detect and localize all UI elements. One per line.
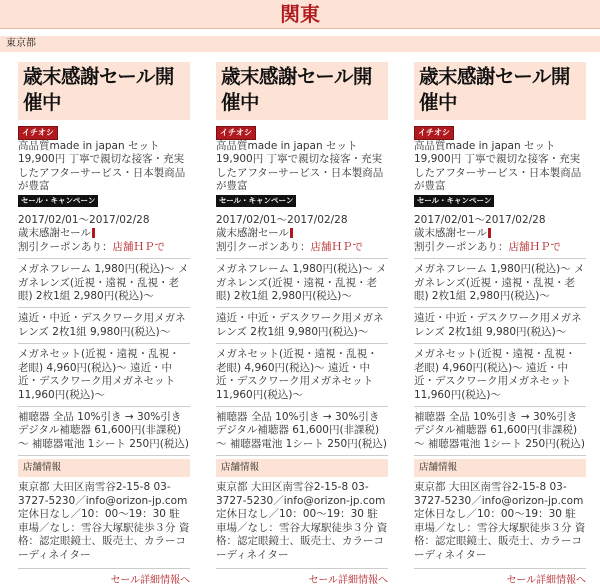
store-info-body: 東京都 大田区南雪谷2-15-8 03-3727-5230／info@orizon-jp.com 定休日なし／10：00～19：30 駐車場／なし：雪谷大塚駅徒歩３分 資格：認定眼鏡士、販売士、カラーコーディネイター (18, 477, 190, 569)
coupon-value: 店舗ＨＰで (112, 240, 165, 253)
sale-period: 2017/02/01～2017/02/28 (414, 213, 546, 226)
sale-card (18, 62, 190, 588)
store-info-body: 東京都 大田区南雪谷2-15-8 03-3727-5230／info@orizon-jp.com 定休日なし／10：00～19：30 駐車場／なし：雪谷大塚駅徒歩３分 資格：認定眼鏡士、販売士、カラーコーディネイター (216, 477, 388, 569)
sale-name: 歳末感謝セール (414, 227, 487, 240)
coupon-line (18, 241, 190, 254)
price-block-hearing-aids: 補聴器 全品 10%引き → 30%引き デジタル補聴器 61,600円(非課税)～ 補聴器電池 1シート 250円(税込) (216, 407, 388, 456)
sale-campaign-badge: セール・キャンペーン (216, 195, 296, 207)
sale-period: 2017/02/01～2017/02/28 (18, 213, 150, 226)
price-block-frames: メガネフレーム 1,980円(税込)～ メガネレンズ(近視・遠視・乱視・老眼) 2枚1組 2,980円(税込)～ (414, 259, 586, 308)
coupon-line (216, 241, 388, 254)
store-info-header: 店舗情報 (216, 459, 388, 477)
price-block-progressive: 遠近・中近・デスクワーク用メガネレンズ 2枚1組 9,980円(税込)～ (18, 308, 190, 344)
sale-summary (18, 210, 190, 259)
sale-detail-link[interactable]: セール詳細情報へ (308, 575, 388, 587)
sale-name-line (414, 227, 586, 240)
marker-icon (92, 228, 95, 238)
price-block-sets: メガネセット(近視・遠視・乱視・老眼) 4,960円(税込)～ 遠近・中近・デスクワーク用メガネセット 11,960円(税込)～ (18, 344, 190, 407)
coupon-label: 割引クーポンあり： (216, 240, 311, 253)
marker-icon (290, 228, 293, 238)
shop-description: 高品質made in japan セット19,900円 丁寧で親切な接客・充実したアフターサービス・日本製商品が豊富 (18, 140, 186, 193)
sale-name-line (216, 227, 388, 240)
shop-description: 高品質made in japan セット19,900円 丁寧で親切な接客・充実したアフターサービス・日本製商品が豊富 (216, 140, 384, 193)
sale-period: 2017/02/01～2017/02/28 (216, 213, 348, 226)
sale-card (414, 62, 586, 588)
sale-name: 歳末感謝セール (18, 227, 91, 240)
store-info-header: 店舗情報 (18, 459, 190, 477)
price-block-frames: メガネフレーム 1,980円(税込)～ メガネレンズ(近視・遠視・乱視・老眼) 2枚1組 2,980円(税込)～ (216, 259, 388, 308)
sale-summary (414, 210, 586, 259)
coupon-label: 割引クーポンあり： (414, 240, 509, 253)
price-block-hearing-aids: 補聴器 全品 10%引き → 30%引き デジタル補聴器 61,600円(非課税)～ 補聴器電池 1シート 250円(税込) (18, 407, 190, 456)
region-title: 関東 (0, 0, 600, 29)
sale-detail-link[interactable]: セール詳細情報へ (110, 575, 190, 587)
sale-name-line (18, 227, 190, 240)
sale-campaign-badge: セール・キャンペーン (18, 195, 98, 207)
sale-title: 歳末感謝セール開催中 (216, 62, 388, 120)
sale-card (216, 62, 388, 588)
price-block-progressive: 遠近・中近・デスクワーク用メガネレンズ 2枚1組 9,980円(税込)～ (216, 308, 388, 344)
pickup-badge: イチオシ (18, 126, 58, 140)
pickup-badge: イチオシ (216, 126, 256, 140)
prefecture-label: 東京都 (0, 36, 600, 52)
coupon-value: 店舗ＨＰで (508, 240, 561, 253)
sale-detail-link[interactable]: セール詳細情報へ (506, 575, 586, 587)
sale-campaign-badge: セール・キャンペーン (414, 195, 494, 207)
marker-icon (488, 228, 491, 238)
sale-title: 歳末感謝セール開催中 (414, 62, 586, 120)
shop-description: 高品質made in japan セット19,900円 丁寧で親切な接客・充実したアフターサービス・日本製商品が豊富 (414, 140, 582, 193)
price-block-sets: メガネセット(近視・遠視・乱視・老眼) 4,960円(税込)～ 遠近・中近・デスクワーク用メガネセット 11,960円(税込)～ (414, 344, 586, 407)
price-block-sets: メガネセット(近視・遠視・乱視・老眼) 4,960円(税込)～ 遠近・中近・デスクワーク用メガネセット 11,960円(税込)～ (216, 344, 388, 407)
sale-summary (216, 210, 388, 259)
coupon-label: 割引クーポンあり： (18, 240, 113, 253)
price-block-progressive: 遠近・中近・デスクワーク用メガネレンズ 2枚1組 9,980円(税込)～ (414, 308, 586, 344)
coupon-line (414, 241, 586, 254)
pickup-badge: イチオシ (414, 126, 454, 140)
price-block-frames: メガネフレーム 1,980円(税込)～ メガネレンズ(近視・遠視・乱視・老眼) 2枚1組 2,980円(税込)～ (18, 259, 190, 308)
store-info-header: 店舗情報 (414, 459, 586, 477)
coupon-value: 店舗ＨＰで (310, 240, 363, 253)
price-block-hearing-aids: 補聴器 全品 10%引き → 30%引き デジタル補聴器 61,600円(非課税)～ 補聴器電池 1シート 250円(税込) (414, 407, 586, 456)
store-info-body: 東京都 大田区南雪谷2-15-8 03-3727-5230／info@orizon-jp.com 定休日なし／10：00～19：30 駐車場／なし：雪谷大塚駅徒歩３分 資格：認定眼鏡士、販売士、カラーコーディネイター (414, 477, 586, 569)
sale-name: 歳末感謝セール (216, 227, 289, 240)
sale-title: 歳末感謝セール開催中 (18, 62, 190, 120)
